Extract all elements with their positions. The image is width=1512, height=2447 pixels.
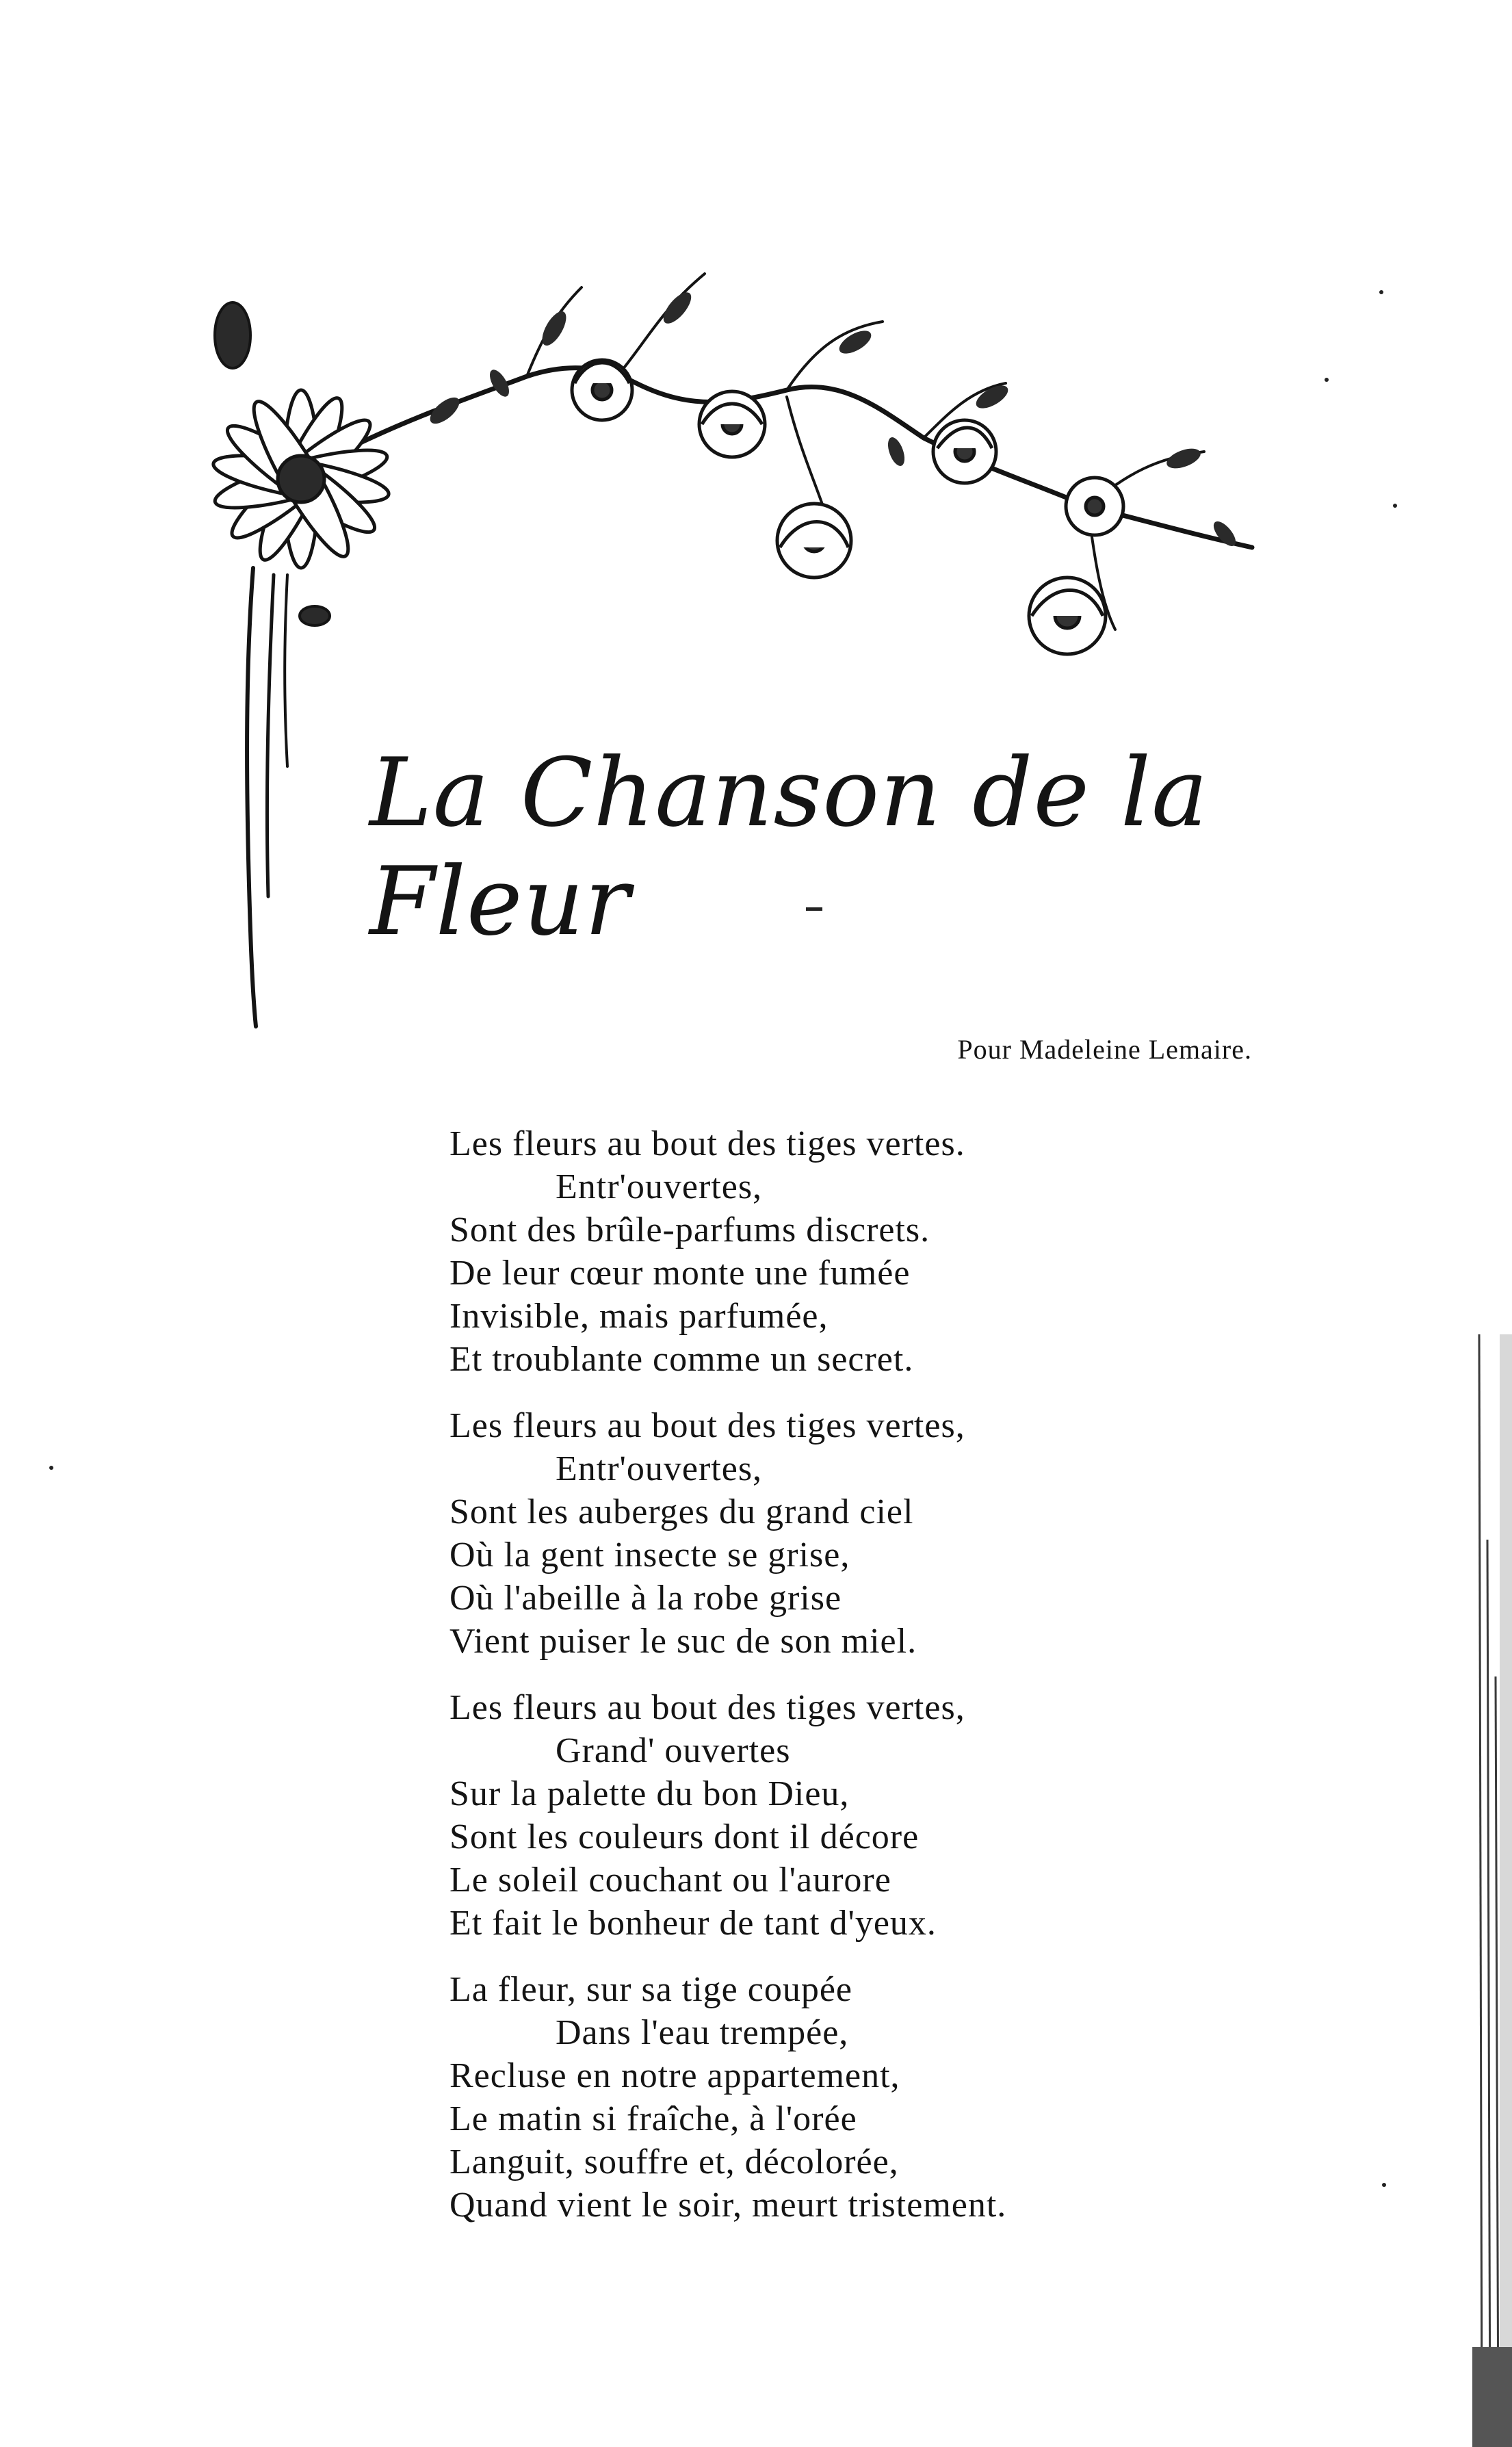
poem-line: Les fleurs au bout des tiges vertes, — [449, 1688, 965, 1727]
title-divider — [806, 907, 822, 911]
poem-line: De leur cœur monte une fumée — [449, 1254, 911, 1293]
stanza — [449, 1968, 1339, 2227]
ink-speck — [1379, 290, 1383, 294]
poem-line: Sur la palette du bon Dieu, — [449, 1774, 850, 1813]
poem-line: Les fleurs au bout des tiges vertes. — [449, 1124, 965, 1163]
poem-line: Entr'ouvertes, — [556, 1167, 763, 1206]
poem-line: Quand vient le soir, meurt tristement. — [449, 2186, 1007, 2225]
poem-line: Invisible, mais parfumée, — [449, 1297, 829, 1336]
dedication: Pour Madeleine Lemaire. — [957, 1034, 1252, 1065]
poem-line: Sont les couleurs dont il décore — [449, 1817, 920, 1856]
page-title: La Chanson de la Fleur — [369, 738, 1209, 957]
poem-line: Grand' ouvertes — [556, 1731, 791, 1770]
poem-line: La fleur, sur sa tige coupée — [449, 1970, 853, 2009]
ink-speck — [49, 1466, 53, 1470]
poem-line: Languit, souffre et, décolorée, — [449, 2142, 899, 2181]
stanza — [449, 1404, 1339, 1663]
poem-line: Où l'abeille à la robe grise — [449, 1579, 842, 1618]
poem-line: Le soleil couchant ou l'aurore — [449, 1861, 891, 1900]
poem-line: Entr'ouvertes, — [556, 1449, 763, 1488]
poem-line: Où la gent insecte se grise, — [449, 1536, 850, 1575]
stanza — [449, 1686, 1339, 1945]
poem-line: Dans l'eau trempée, — [556, 2013, 849, 2052]
poem-line: Et troublante comme un secret. — [449, 1340, 914, 1379]
poem-line: Vient puiser le suc de son miel. — [449, 1622, 917, 1661]
poem-line: Recluse en notre appartement, — [449, 2056, 900, 2095]
poem-line: Et fait le bonheur de tant d'yeux. — [449, 1904, 937, 1943]
poem-line: Sont des brûle-parfums discrets. — [449, 1210, 930, 1250]
ink-speck — [1325, 378, 1329, 382]
poem — [449, 1122, 1339, 2250]
ink-speck — [1393, 504, 1397, 508]
scan-edge-shadow — [1472, 1334, 1512, 2447]
poem-line: Sont les auberges du grand ciel — [449, 1492, 914, 1531]
stanza — [449, 1122, 1339, 1381]
poem-line: Le matin si fraîche, à l'orée — [449, 2099, 857, 2138]
poem-line: Les fleurs au bout des tiges vertes, — [449, 1406, 965, 1445]
ink-speck — [1382, 2183, 1386, 2187]
